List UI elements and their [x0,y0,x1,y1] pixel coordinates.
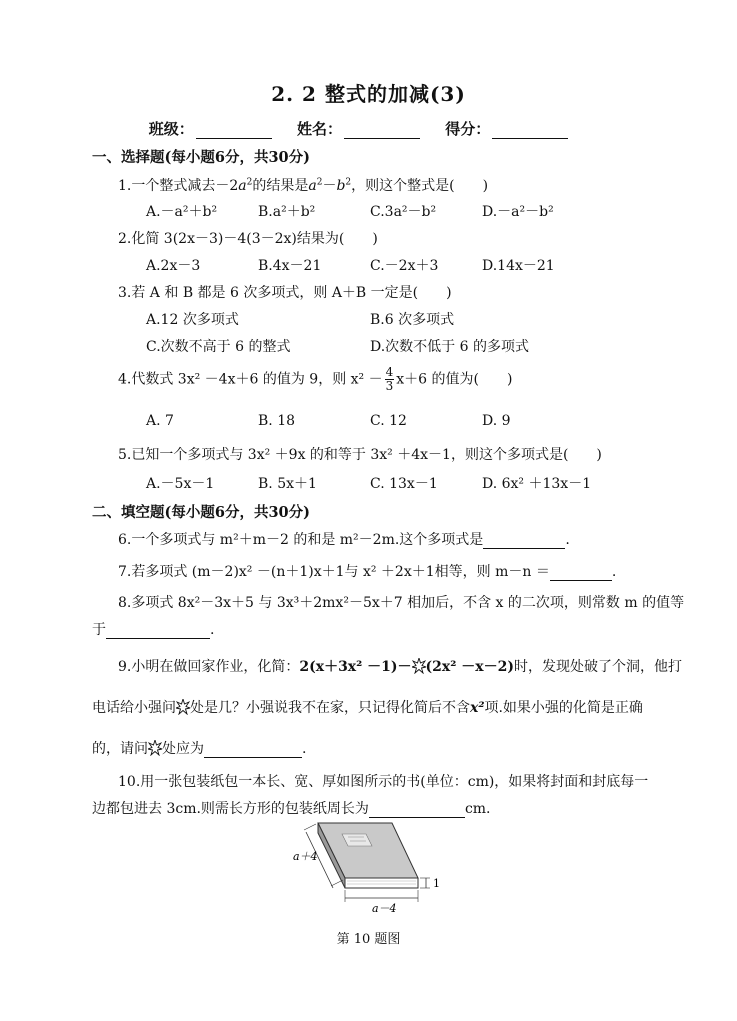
q5-option-c[interactable]: C. 13x－1 [370,476,438,492]
q4-option-b[interactable]: B. 18 [258,413,296,429]
q10-line2-b: cm. [464,801,491,817]
q9-expression-a: 2(x＋3x² －1)－ [299,659,412,675]
book-top-face [318,823,418,878]
section-choice-heading: 一、选择题(每小题6分，共30分) [92,149,310,166]
q2-option-b[interactable]: B.4x－21 [258,258,322,274]
q4-stem-b: x＋6 的值为( ) [396,371,513,388]
question-2: 2.化简 3(2x－3)－4(3－2x)结果为( ) [118,231,378,247]
figure-label-thickness: 1 [433,877,440,890]
class-blank[interactable] [196,124,272,139]
question-4 [118,366,512,393]
student-info-row [0,118,737,139]
q7-answer-blank[interactable] [550,566,612,581]
q4-option-a[interactable]: A. 7 [146,413,174,429]
q3-option-b[interactable]: B.6 次多项式 [370,312,455,328]
q4-option-c[interactable]: C. 12 [370,413,407,429]
hole-icon [176,699,190,715]
q1-option-c[interactable]: C.3a²－b² [370,204,437,220]
q1-stem-b: 的结果是 [252,178,309,194]
q6-stem-b: . [565,532,570,548]
q6-answer-blank[interactable] [483,534,565,549]
q8-stem-b: 于 [92,622,106,638]
section-fill-heading: 二、填空题(每小题6分，共30分) [92,504,310,521]
hole-icon [412,658,426,674]
q5-option-a[interactable]: A.－5x－1 [146,476,215,492]
q7-stem-a: 7.若多项式 (m－2)x² －(n＋1)x＋1与 x² ＋2x＋1相等，则 m－n ＝ [118,564,550,580]
q2-option-d[interactable]: D.14x－21 [482,258,555,274]
q8-stem-c: . [210,622,215,638]
name-blank[interactable] [344,124,420,139]
question-6 [118,529,570,549]
figure-label-bottom: a－4 [372,902,397,915]
question-1: 1.一个整式减去$-2a^2$的结果是$a^2-b^2$，则这个整式是( ) [118,177,489,194]
question-10-line-1: 10.用一张包装纸包一本长、宽、厚如图所示的书(单位：cm)，如果将封面和封底每一 [118,774,649,790]
q7-stem-b: . [611,564,617,580]
q10-line2-a: 边都包进去 3cm.则需长方形的包装纸周长为 [92,801,369,817]
question-8-line-1: 8.多项式 8x²－3x＋5 与 3x³＋2mx²－5x＋7 相加后，不含 x 的二次项，则常数 m 的值等 [118,595,685,611]
q1-stem-c: ，则这个整式是( ) [351,178,489,194]
q1-stem-a: 1.一个整式减去－2 [118,178,239,194]
q1-option-d[interactable]: D.－a²－b² [482,204,554,220]
q9-line3-a: 的，请问 [92,741,148,757]
book-figure [290,818,450,918]
page-title: 2. 2 整式的加减(3) [271,82,466,106]
figure-caption: 第 10 题图 [336,932,401,947]
q9-line2-c: x² [470,700,485,716]
q9-line3-b: 处应为 [162,741,204,757]
question-7 [118,561,616,581]
q4-fraction-numerator: 4 [385,365,394,379]
q9-answer-blank[interactable] [204,743,302,758]
q3-option-a[interactable]: A.12 次多项式 [146,312,239,328]
q5-option-b[interactable]: B. 5x＋1 [258,476,317,492]
q10-answer-blank[interactable] [369,803,465,818]
name-label: 姓名： [296,120,342,138]
figure-label-side: a＋4 [293,850,318,863]
q9-line1-b: 时，发现处破了个洞，他打 [513,659,682,675]
q4-fraction [385,366,395,393]
q9-line2-a: 电话给小强问 [92,700,176,716]
hole-icon [148,740,162,756]
book-pages [345,878,418,888]
question-8-line-2 [92,619,214,639]
q4-fraction-denominator: 3 [385,379,394,393]
q6-stem-a: 6.一个多项式与 m²＋m－2 的和是 m²－2m.这个多项式是 [118,532,484,548]
q9-line2-b: 处是几？小强说我不在家，只记得化简后不含 [190,700,470,716]
q9-line3-c: . [302,741,307,757]
question-3: 3.若 A 和 B 都是 6 次多项式，则 A＋B 一定是( ) [118,285,452,301]
q9-line1-a: 9.小明在做回家作业，化简： [118,659,300,675]
q2-option-a[interactable]: A.2x－3 [146,258,201,274]
q3-option-d[interactable]: D.次数不低于 6 的多项式 [370,339,529,355]
question-9-line-3 [92,738,306,758]
score-blank[interactable] [492,124,568,139]
question-9-line-2 [92,697,643,717]
q4-option-d[interactable]: D. 9 [482,413,511,429]
class-label: 班级： [148,120,194,138]
q8-answer-blank[interactable] [106,624,210,639]
q2-option-c[interactable]: C.－2x＋3 [370,258,439,274]
q1-option-b[interactable]: B.a²＋b² [258,204,316,220]
q9-line2-d: 项.如果小强的化简是正确 [484,700,643,716]
question-10-line-2 [92,798,491,818]
q3-option-c[interactable]: C.次数不高于 6 的整式 [146,339,291,355]
score-label: 得分： [445,120,491,138]
q4-stem-a: 4.代数式 3x² －4x＋6 的值为 9，则 x² － [118,371,383,388]
question-9-line-1 [118,656,682,676]
q5-option-d[interactable]: D. 6x² ＋13x－1 [482,476,592,492]
q1-option-a[interactable]: A.－a²＋b² [146,204,218,220]
q9-expression-b: (2x² －x－2) [425,659,514,675]
question-5: 5.已知一个多项式与 3x² ＋9x 的和等于 3x² ＋4x－1，则这个多项式是( ) [118,447,602,463]
